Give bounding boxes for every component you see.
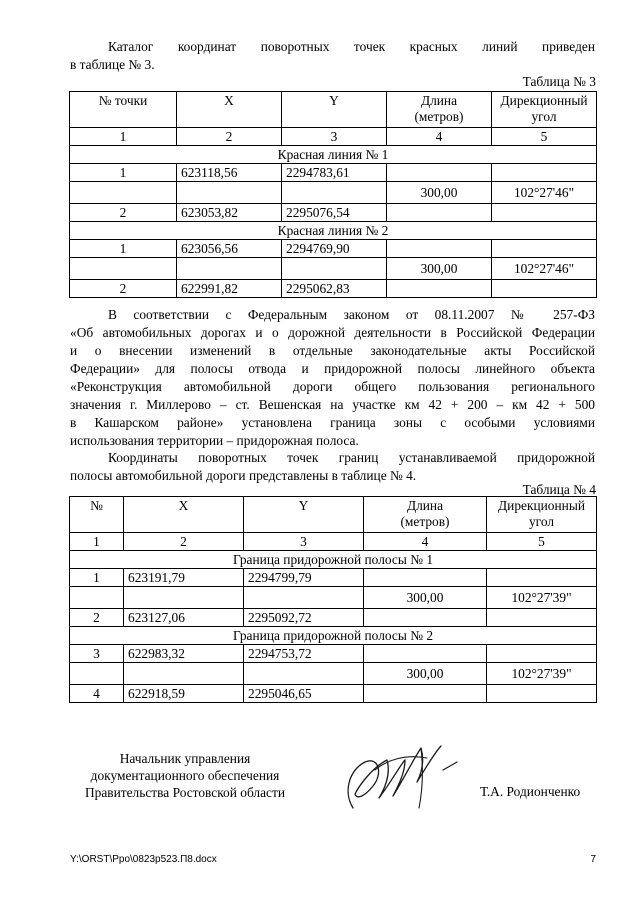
header-x: X <box>124 497 244 533</box>
cell-x <box>124 587 244 609</box>
cell-direction: 102°27'39" <box>487 663 597 685</box>
para1-line-7: в Кашарском районе» установлена граница зоны с особыми условиями <box>70 415 595 430</box>
colnum: 5 <box>487 533 597 551</box>
cell-x: 623053,82 <box>177 204 282 222</box>
cell-direction: 102°27'46" <box>492 182 597 204</box>
cell-num: 2 <box>70 280 177 298</box>
cell-length <box>387 164 492 182</box>
cell-length: 300,00 <box>364 663 487 685</box>
signature-title <box>62 750 308 801</box>
para1-line-4: Федерации» для полосы отвода и придорожной полосы линейного объекта <box>70 361 595 376</box>
cell-num <box>70 587 124 609</box>
cell-x: 623127,06 <box>124 609 244 627</box>
table-4-caption: Таблица № 4 <box>522 482 596 497</box>
cell-num: 2 <box>70 609 124 627</box>
cell-num: 1 <box>70 569 124 587</box>
para1-line-6: значения г. Миллерово – ст. Вешенская на участке км 42 + 200 – км 42 + 500 <box>70 397 595 412</box>
para2-line-2: полосы автомобильной дороги представлены в таблице № 4. <box>70 468 417 483</box>
header-direction-line1: Дирекционный <box>500 93 588 108</box>
signature-title-line-2: документационного обеспечения <box>90 768 280 783</box>
para1-line-3: и о внесении изменений в отдельные законодательные акты Российской <box>70 343 595 358</box>
table-row <box>70 685 597 703</box>
header-y: Y <box>244 497 364 533</box>
cell-num <box>70 258 177 280</box>
table-3 <box>69 91 597 298</box>
cell-direction <box>492 204 597 222</box>
para1-line-5: «Реконструкция автомобильной дороги общего пользования регионального <box>70 379 595 394</box>
table-row <box>70 609 597 627</box>
section-title: Граница придорожной полосы № 1 <box>70 551 597 569</box>
cell-x: 623191,79 <box>124 569 244 587</box>
header-direction-line1: Дирекционный <box>498 498 585 513</box>
table-row <box>70 182 597 204</box>
header-direction-line2: угол <box>531 109 557 124</box>
header-y: Y <box>282 92 387 128</box>
header-length-line1: Длина <box>420 93 458 108</box>
header-num: № <box>70 497 124 533</box>
cell-x <box>177 182 282 204</box>
cell-direction <box>492 280 597 298</box>
cell-length: 300,00 <box>387 258 492 280</box>
cell-num: 3 <box>70 645 124 663</box>
table-row <box>70 280 597 298</box>
table-row <box>70 240 597 258</box>
table-row <box>70 204 597 222</box>
cell-num <box>70 663 124 685</box>
colnum: 4 <box>387 128 492 146</box>
cell-direction <box>487 645 597 663</box>
cell-direction <box>487 685 597 703</box>
cell-y: 2294753,72 <box>244 645 364 663</box>
cell-num: 2 <box>70 204 177 222</box>
section-title: Красная линия № 1 <box>70 146 597 164</box>
signatory-name: Т.А. Родионченко <box>480 784 581 799</box>
para2-line-1: Координаты поворотных точек границ устанавливаемой придорожной <box>108 450 595 465</box>
signature-title-line-3: Правительства Ростовской области <box>84 785 286 800</box>
handwritten-signature <box>335 730 465 815</box>
para1-line-2: «Об автомобильных дорогах и о дорожной деятельности в Российской Федерации <box>70 325 595 340</box>
cell-y: 2295062,83 <box>282 280 387 298</box>
cell-length: 300,00 <box>387 182 492 204</box>
cell-y <box>282 258 387 280</box>
table-row <box>70 258 597 280</box>
header-num: № точки <box>70 92 177 128</box>
table-row <box>70 663 597 685</box>
cell-direction <box>492 240 597 258</box>
cell-y: 2294799,79 <box>244 569 364 587</box>
table-3-header-row <box>70 92 597 128</box>
para1-line-1: В соответствии с Федеральным законом от 08.11.2007 № 257-ФЗ <box>108 307 595 322</box>
signature-title-line-1: Начальник управления <box>119 751 251 766</box>
table-row <box>70 569 597 587</box>
table-3-section-2 <box>70 222 597 240</box>
footer-file-path: Y:\ORST\Ppo\0823p523.П8.docx <box>70 854 217 865</box>
table-row <box>70 164 597 182</box>
cell-length <box>387 280 492 298</box>
table-row <box>70 645 597 663</box>
colnum: 4 <box>364 533 487 551</box>
colnum: 1 <box>70 128 177 146</box>
cell-direction: 102°27'46" <box>492 258 597 280</box>
colnum: 2 <box>124 533 244 551</box>
cell-x <box>124 663 244 685</box>
header-length-line1: Длина <box>406 498 444 513</box>
cell-x: 623118,56 <box>177 164 282 182</box>
cell-x: 622991,82 <box>177 280 282 298</box>
table-3-column-numbers <box>70 128 597 146</box>
cell-y: 2294783,61 <box>282 164 387 182</box>
cell-length <box>364 569 487 587</box>
cell-length: 300,00 <box>364 587 487 609</box>
table-4-section-2 <box>70 627 597 645</box>
intro-line-2: в таблице № 3. <box>70 57 155 72</box>
colnum: 3 <box>282 128 387 146</box>
cell-x: 623056,56 <box>177 240 282 258</box>
table-row <box>70 587 597 609</box>
para1-line-8: использования территории – придорожная полоса. <box>70 433 359 448</box>
table-4-header-row <box>70 497 597 533</box>
table-4-column-numbers <box>70 533 597 551</box>
header-direction-line2: угол <box>528 514 555 529</box>
header-length <box>364 497 487 533</box>
cell-direction <box>487 569 597 587</box>
page-number: 7 <box>590 854 596 865</box>
table-3-caption: Таблица № 3 <box>522 74 596 89</box>
cell-x <box>177 258 282 280</box>
cell-y <box>244 663 364 685</box>
cell-length <box>364 645 487 663</box>
header-direction <box>487 497 597 533</box>
colnum: 3 <box>244 533 364 551</box>
header-x: X <box>177 92 282 128</box>
cell-y: 2295046,65 <box>244 685 364 703</box>
section-title: Красная линия № 2 <box>70 222 597 240</box>
table-4-section-1 <box>70 551 597 569</box>
cell-num: 1 <box>70 240 177 258</box>
cell-direction: 102°27'39" <box>487 587 597 609</box>
cell-x: 622918,59 <box>124 685 244 703</box>
colnum: 2 <box>177 128 282 146</box>
table-4 <box>69 496 597 703</box>
colnum: 5 <box>492 128 597 146</box>
table-3-section-1 <box>70 146 597 164</box>
cell-num <box>70 182 177 204</box>
cell-length <box>364 685 487 703</box>
cell-y: 2295092,72 <box>244 609 364 627</box>
section-title: Граница придорожной полосы № 2 <box>70 627 597 645</box>
header-direction <box>492 92 597 128</box>
colnum: 1 <box>70 533 124 551</box>
cell-num: 1 <box>70 164 177 182</box>
cell-direction <box>492 164 597 182</box>
cell-num: 4 <box>70 685 124 703</box>
cell-y: 2295076,54 <box>282 204 387 222</box>
intro-line-1: Каталог координат поворотных точек красных линий приведен <box>108 39 595 54</box>
header-length-line2: (метров) <box>400 514 450 529</box>
cell-y <box>282 182 387 204</box>
cell-x: 622983,32 <box>124 645 244 663</box>
header-length-line2: (метров) <box>414 109 464 124</box>
cell-length <box>364 609 487 627</box>
cell-length <box>387 240 492 258</box>
cell-y: 2294769,90 <box>282 240 387 258</box>
cell-y <box>244 587 364 609</box>
header-length <box>387 92 492 128</box>
cell-length <box>387 204 492 222</box>
cell-direction <box>487 609 597 627</box>
